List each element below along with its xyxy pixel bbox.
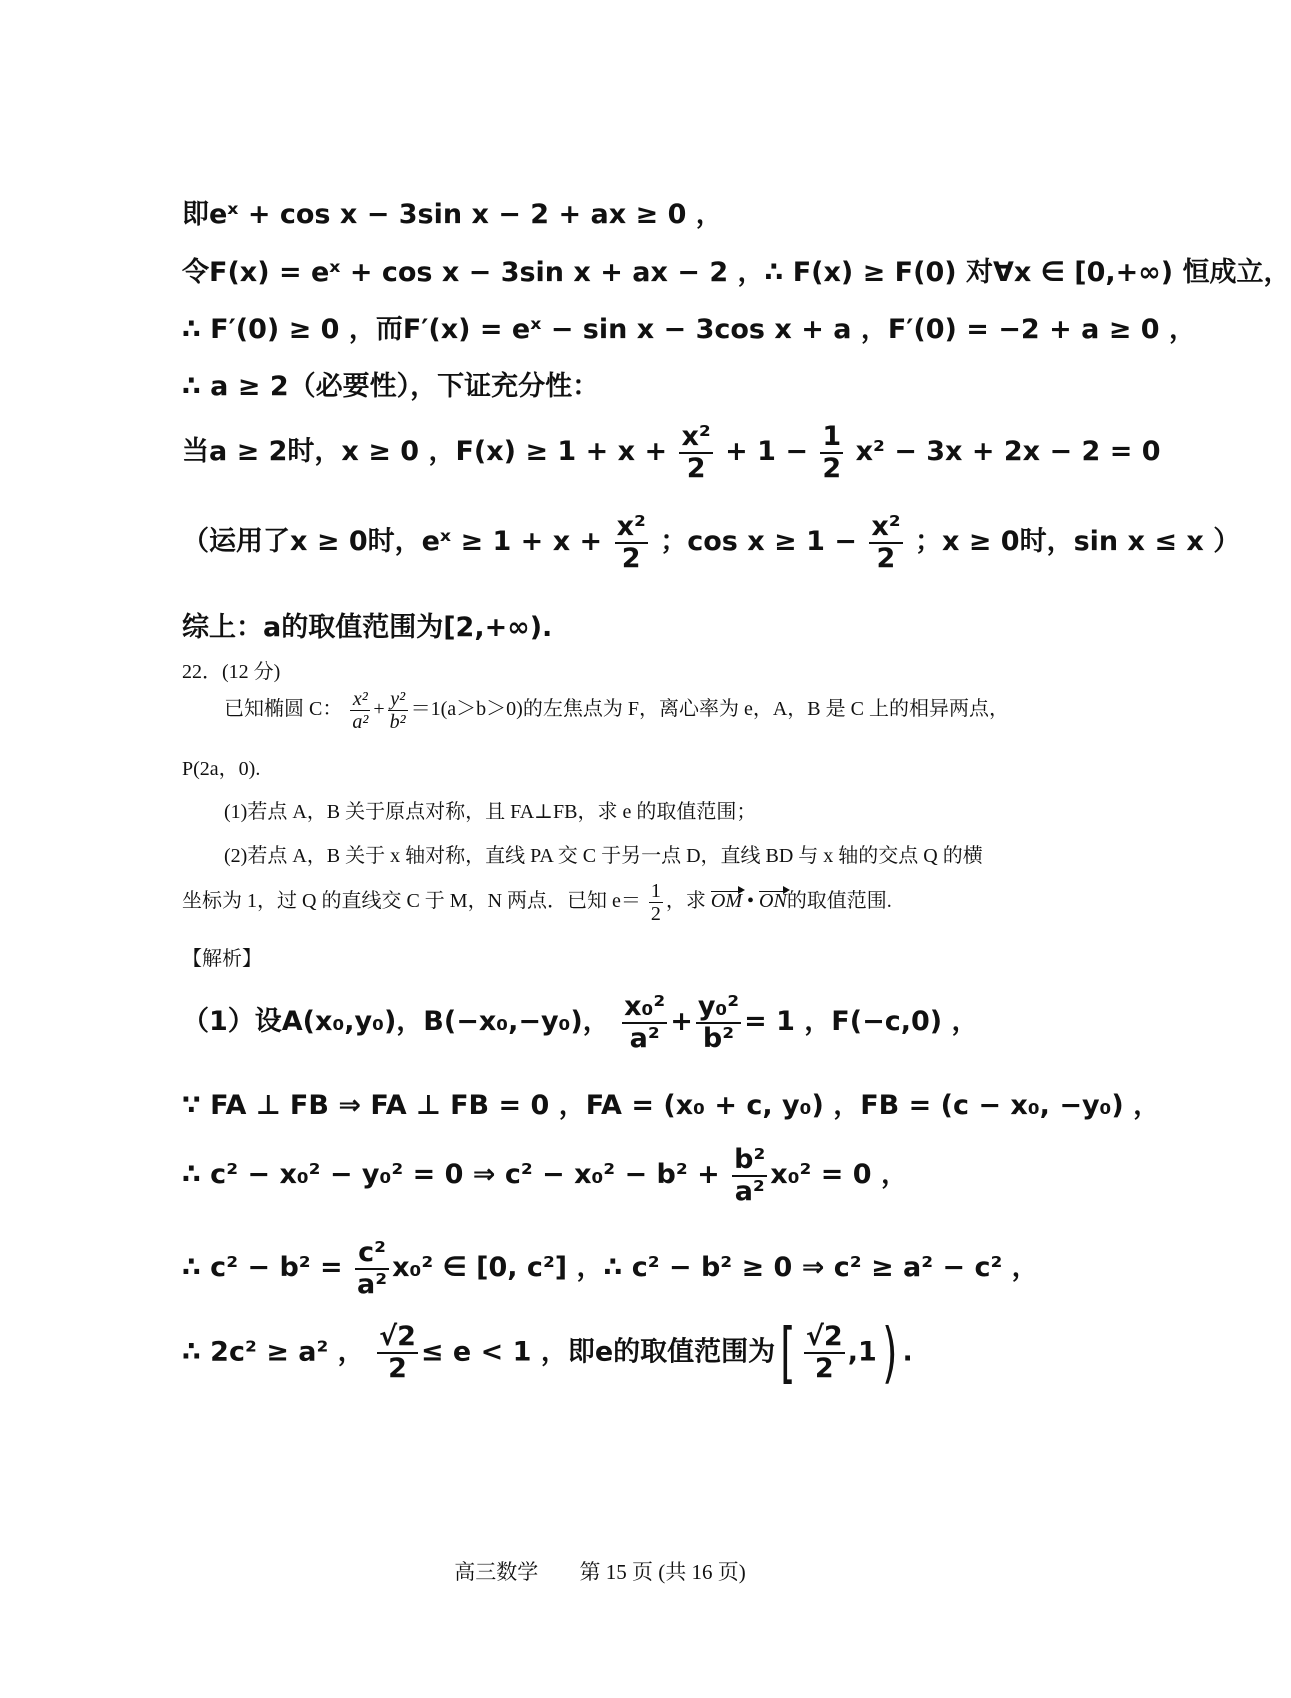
vector-om: OM [710, 890, 742, 913]
step-1-line-4: ∴ c² − b² = $\frac{\text{c²}}{\text{a²}}$ x₀² ∈ [0, c²] ，∴ c² − b² ≥ 0 ⇒ c² ≥ a² − c² ， [182, 1237, 1039, 1300]
question-part-2-cont: 坐标为 1，过 Q 的直线交 C 于 M，N 两点．已知 e＝ $\frac{1}{2}$ ，求 OM • ON的取值范围. [182, 880, 892, 925]
question-intro: 已知椭圆 C： $\frac{\text{x²}}{\text{a²}}$ + $\frac{\text{y²}}{\text{b²}}$ ＝1(a＞b＞0)的左焦点为 F，离心率为 e，A，B 是 C 上的相异两点， [224, 688, 1009, 733]
solution-line-4: ∴ a ≥ 2（必要性），下证充分性： [182, 371, 600, 402]
question-heading: 22．(12 分) [182, 661, 281, 683]
fraction-b2-over-a2: $\frac{\text{b²}}{\text{a²}}$ [734, 1144, 766, 1207]
page-footer [0, 1556, 1200, 1586]
fraction-x2-over-2: $\frac{\text{x²}}{2}$ [871, 511, 901, 574]
fraction-1-over-2: $\frac{1}{2}$ [822, 421, 842, 484]
fraction-one-half: $\frac{1}{2}$ [650, 880, 661, 925]
fraction-x2-over-2: $\frac{\text{x²}}{2}$ [616, 511, 646, 574]
vector-on: ON [759, 890, 787, 913]
solution-conclusion: 综上：a的取值范围为[2,+∞). [182, 612, 553, 643]
question-part-2: (2)若点 A，B 关于 x 轴对称，直线 PA 交 C 于另一点 D，直线 BD 与 x 轴的交点 Q 的横 [224, 845, 983, 867]
fraction-x2-over-a2: $\frac{\text{x²}}{\text{a²}}$ [352, 688, 369, 733]
fraction-sqrt2-over-2-interval: $\frac{√2}{2}$ [805, 1321, 843, 1384]
left-bracket: [ [780, 1314, 796, 1391]
step-1-line-2: ∵ FA ⊥ FB ⇒ FA ⊥ FB = 0 ，FA = (x₀ + c, y₀) ，FB = (c − x₀, −y₀) ， [182, 1090, 1161, 1121]
right-paren: ) [881, 1314, 898, 1391]
step-1-line-3: ∴ c² − x₀² − y₀² = 0 ⇒ c² − x₀² − b² + $\frac{\text{b²}}{\text{a²}}$ x₀² = 0 ， [182, 1144, 908, 1207]
solution-line-2: 令F(x) = eˣ + cos x − 3sin x + ax − 2 ，∴ F(x) ≥ F(0) 对∀x ∈ [0,+∞) 恒成立， [182, 257, 1291, 288]
question-intro-line2: P(2a，0). [182, 758, 261, 780]
footer-subject: 高三数学 [454, 1560, 539, 1584]
fraction-x0sq-over-a2: $\frac{\text{x₀²}}{\text{a²}}$ [624, 991, 666, 1054]
analysis-heading: 【解析】 [182, 948, 262, 970]
solution-line-6: （运用了x ≥ 0时，eˣ ≥ 1 + x + $\frac{\text{x²}}{2}$ ；cos x ≥ 1 − $\frac{\text{x²}}{2}$ ；x ≥ 0时，sin x ≤ x ） [182, 511, 1241, 574]
question-part-1: (1)若点 A，B 关于原点对称，且 FA⊥FB，求 e 的取值范围； [224, 801, 757, 823]
footer-page-number: 第 15 页 (共 16 页) [579, 1560, 746, 1584]
step-1-line-1: （1）设A(x₀,y₀)，B(−x₀,−y₀)， $\frac{\text{x₀²}}{\text{a²}}$ + $\frac{\text{y₀²}}{\text{b²}}$ = 1 ，F(−c,0) ， [182, 991, 979, 1054]
solution-line-3: ∴ F′(0) ≥ 0 ，而F′(x) = eˣ − sin x − 3cos x + a ，F′(0) = −2 + a ≥ 0 ， [182, 314, 1196, 345]
fraction-c2-over-a2: $\frac{\text{c²}}{\text{a²}}$ [357, 1237, 388, 1300]
step-1-line-5: ∴ 2c² ≥ a² ， $\frac{√2}{2}$ ≤ e < 1 ，即e的取值范围为[ $\frac{√2}{2}$ ,1) . [182, 1314, 913, 1391]
fraction-y2-over-b2: $\frac{\text{y²}}{\text{b²}}$ [389, 688, 406, 733]
solution-line-5: 当a ≥ 2时，x ≥ 0 ，F(x) ≥ 1 + x + $\frac{\text{x²}}{2}$ + 1 − $\frac{1}{2}$ x² − 3x + 2x − 2 = 0 [182, 421, 1161, 484]
fraction-x2-over-2: $\frac{\text{x²}}{2}$ [681, 421, 711, 484]
solution-line-1: 即eˣ + cos x − 3sin x − 2 + ax ≥ 0 ， [182, 199, 723, 230]
fraction-y0sq-over-b2: $\frac{\text{y₀²}}{\text{b²}}$ [697, 991, 740, 1054]
fraction-sqrt2-over-2: $\frac{√2}{2}$ [379, 1321, 416, 1384]
